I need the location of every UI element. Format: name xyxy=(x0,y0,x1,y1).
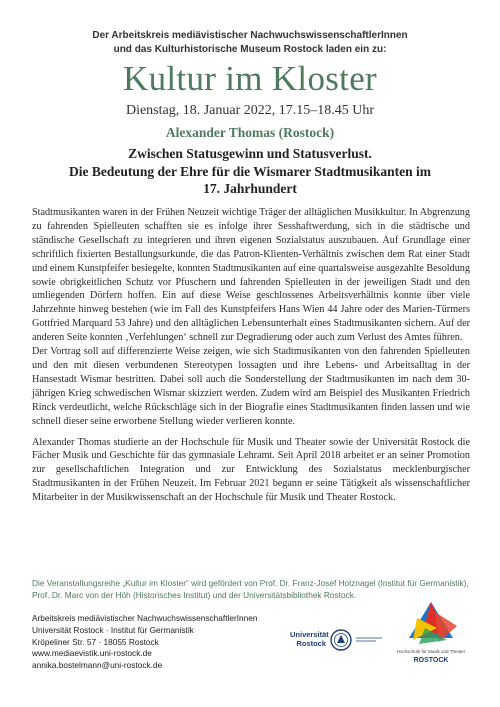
contact-organization: Arbeitskreis mediävistischer NachwuchswissenschaftlerInnen xyxy=(32,613,258,623)
university-seal-icon xyxy=(330,628,386,654)
talk-title-line-3: 17. Jahrhundert xyxy=(203,181,297,196)
hmt-caption: Hochschule für Musik und Theater xyxy=(396,649,466,654)
contact-address: Kröpeliner Str. 57 · 18055 Rostock xyxy=(32,636,159,647)
hmt-rostock-logo xyxy=(395,598,467,668)
funding-note: Die Veranstaltungsreihe „Kultur im Kloster“ wird gefördert von Prof. Dr. Franz-Josef Holznagel (Institut für Germanistik), Prof. Dr. Marc von der Höh (Historisches Institut) und der Universitätsbibliothek Rostock. xyxy=(32,578,469,600)
invite-line-2: und das Kulturhistorische Museum Rostock laden ein zu: xyxy=(113,44,387,55)
contact-website-link[interactable]: www.mediaevistik.uni-rostock.de xyxy=(32,648,152,659)
talk-title xyxy=(40,145,460,198)
contact-block xyxy=(32,613,292,672)
event-date-time: Dienstag, 18. Januar 2022, 17.15–18.45 Uhr xyxy=(125,103,375,118)
contact-institute: Universität Rostock · Institut für Germanistik xyxy=(32,624,194,635)
university-rostock-logo xyxy=(290,628,390,654)
speaker-name: Alexander Thomas (Rostock) xyxy=(165,125,335,140)
hmt-emblem-icon xyxy=(395,598,467,648)
series-title: Kultur im Kloster xyxy=(123,59,377,98)
hmt-city: ROSTOCK xyxy=(413,657,449,664)
talk-title-line-2: Die Bedeutung der Ehre für die Wismarer Stadtmusikanten im xyxy=(68,163,432,179)
abstract-paragraph-1: Stadtmusikanten waren in der Frühen Neuzeit wichtige Träger der alltäglichen Musikkultur. In Abgrenzung zu fahrenden Spielleuten schafften sie es infolge ihrer Sesshaftwerdung, sich in die städtische und ständische Gesellschaft zu integrieren und ihren eigenen Sozialstatus auszubauen. Auf Grundlage einer schriftlich fixierten Bestallungsurkunde, die das Patron-Klienten-Verhältnis zwischen dem Rat einer Stadt und einem Kunstpfeifer besiegelte, konnten Stadtmusikanten auf eine quartalsweise ausgezahlte Besoldung sowie obrigkeitlichen Schutz vor Pfuschern und fahrenden Spielleuten in der jeweiligen Stadt und den umliegenden Dörfern hoffen. Ein auf diese Weise geschlossenes Arbeitsverhältnis konnte über viele Jahrzehnte hinweg bestehen (wie im Fall des Kunstpfeifers Hans Wien 44 Jahre oder des Marien-Türmers Gottfried Marquard 53 Jahre) und den alltäglichen Lebensunterhalt eines Stadtmusikanten sichern. Auf der anderen Seite konnten ‚Verfehlungen‘ schnell zur Degradierung oder auch zum Verlust des Amtes führen. xyxy=(32,207,470,344)
abstract-paragraph-2: Der Vortrag soll auf differenzierte Weise zeigen, wie sich Stadtmusikanten von den fahrenden Spielleuten und den mit diesen verbundenen Stereotypen lossagten und ihre Lebens- und Arbeitsalltag in der Hansestadt Wismar bestritten. Dabei soll auch die Sonderstellung der Stadtmusikanten im nach dem 30-jährigen Krieg schwedischen Wismar skizziert werden. Zudem wird am Beispiel des Musikanten Friedrich Rinck verdeutlicht, welche Rückschläge sich in der Biografie eines Stadtmusikanten finden lassen und wie schnell dieser seine erworbene Stellung wieder verlieren konnte. xyxy=(32,346,470,427)
talk-title-line-1: Zwischen Statusgewinn und Statusverlust. xyxy=(128,146,372,161)
invitation-header xyxy=(40,29,460,57)
invite-line-1: Der Arbeitskreis mediävistischer NachwuchswissenschaftlerInnen xyxy=(92,30,408,41)
abstract-body xyxy=(32,206,470,505)
contact-email-link[interactable]: annika.bostelmann@uni-rostock.de xyxy=(32,660,163,671)
speaker-bio: Alexander Thomas studierte an der Hochschule für Musik und Theater sowie der Universität Rostock die Fächer Musik und Geschichte für das gymnasiale Lehramt. Seit April 2018 arbeitet er an seiner Promotion zur gesellschaftlichen Integration und zur Entwicklung des Sozialstatus mecklenburgischer Stadtmusikanten in der Frühen Neuzeit. Im Februar 2021 begann er seine Tätigkeit als wissenschaftlicher Mitarbeiter in der Musikwissenschaft an der Hochschule für Musik und Theater Rostock. xyxy=(32,436,470,504)
university-wordmark: Universität Rostock xyxy=(290,630,329,648)
